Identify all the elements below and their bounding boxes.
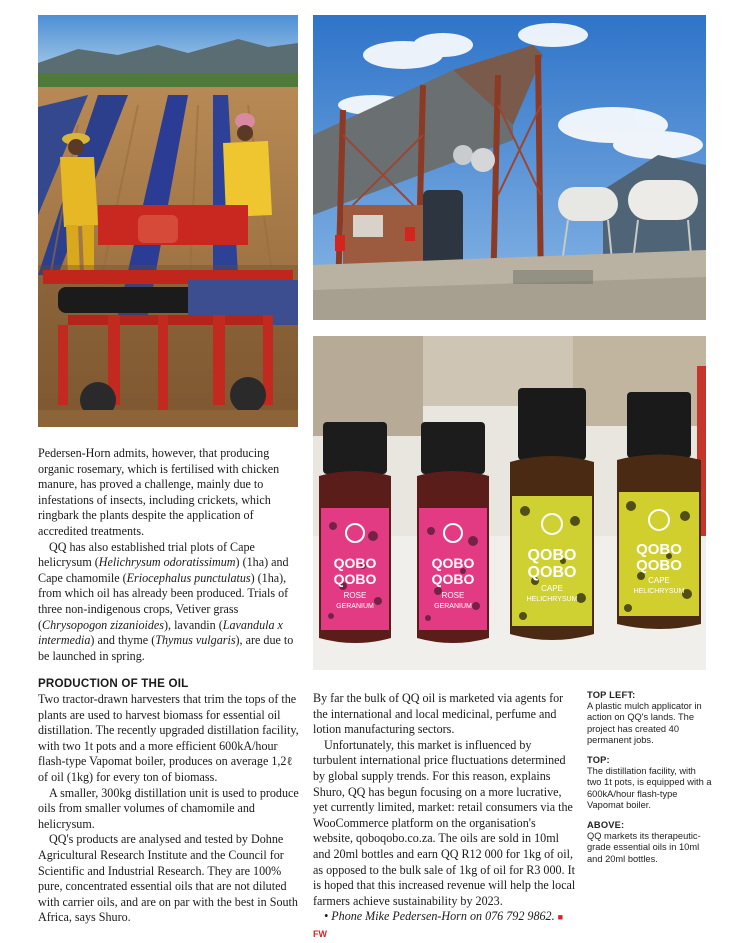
bottle-rose-geranium-1: [319, 422, 391, 643]
intro-column: [38, 446, 300, 664]
bottle-4-brand-1: QOBO: [636, 541, 682, 558]
bottle-rose-geranium-2: [417, 422, 489, 643]
bottle-2-line-2: GERANIUM: [434, 603, 472, 610]
bottle-1-brand-2: QOBO: [333, 571, 377, 587]
bottle-1-line-1: ROSE: [343, 591, 367, 600]
bottle-cape-helichrysum-1: [510, 388, 594, 640]
bottle-2-brand-2: QOBO: [431, 571, 475, 587]
production-paragraph-5: Unfortunately, this market is influenced by turbulent international price fluctuations determined by global supply trends. For this reason, explains Shuro, QQ has begun focusing on a more lucrative, yet currently limited, market: retail consumers via the WooCommerce platform on the organisation's website, qoboqobo.co.za. The oils are sold in 10ml and 20ml bottles and earn QQ R12 000 for 1kg of oil, as opposed to the bulk sale of 1kg of oil for R3 000. It is hoped that this increased revenue will help the local farmers achieve sustainability by 2023.: [313, 737, 576, 908]
bottle-3-brand-2: QOBO: [527, 564, 577, 581]
production-column-1: [38, 676, 304, 926]
caption-above: [587, 820, 712, 865]
bottle-cape-helichrysum-2: [617, 392, 701, 629]
production-paragraph-2: A smaller, 300kg distillation unit is used to produce oils from smaller volumes of chamomile and helicrysum.: [38, 785, 299, 831]
bottle-1-line-2: GERANIUM: [336, 603, 374, 610]
bottle-4-line-1: CAPE: [648, 576, 670, 585]
contact-line: • Phone Mike Pedersen-Horn on 076 792 9862. ■ FW: [313, 909, 564, 939]
photo-mulch-applicator: [38, 15, 298, 427]
bottle-2-line-1: ROSE: [441, 591, 465, 600]
photo-essential-oil-bottles: [313, 336, 706, 670]
caption-top-left-head: TOP LEFT:: [587, 690, 636, 700]
caption-top-left-text: A plastic mulch applicator in action on QQ's lands. The project has created 40 permanent jobs.: [587, 701, 702, 745]
bottle-1-brand-1: QOBO: [333, 555, 377, 571]
caption-above-text: QQ markets its therapeutic-grade essential oils in 10ml and 20ml bottles.: [587, 831, 701, 864]
caption-top-text: The distillation facility, with two 1t pots, is equipped with a 600kA/hour flash-type Vapomat boiler.: [587, 766, 712, 810]
bottle-3-line-1: CAPE: [541, 584, 563, 593]
production-paragraph-1: Two tractor-drawn harvesters that trim the tops of the plants are used to harvest biomass for essential oil distillation. The recently upgraded distillation facility, with two 1t pots and a more efficient 600kA/hour flash-type Vapomat boiler, produces on average 1,2ℓ of oil (1kg) for every ton of biomass.: [38, 692, 299, 784]
photo-distillation-facility: [313, 15, 706, 320]
section-heading: PRODUCTION OF THE OIL: [38, 677, 189, 690]
caption-top-left: [587, 690, 712, 746]
caption-above-head: ABOVE:: [587, 820, 625, 831]
production-column-2: [313, 691, 578, 943]
intro-paragraph-1: Pedersen-Horn admits, however, that producing organic rosemary, which is fertilised with chicken manure, has proved a challenge, mainly due to infestations of insects, including crickets, which ringbark the plants despite the application of accredited treatments.: [38, 446, 280, 538]
caption-top-head: TOP:: [587, 755, 610, 766]
intro-paragraph-2: QQ has also established trial plots of Cape helicrysum (Helichrysum odoratissimum) (1ha) and Cape chamomile (Eriocephalus punctulatus) (1ha), from which oil has already been produced. Trials of three non-indigenous crops, Vetiver grass (Chrysopogon zizanioides), lavandin (Lavandula x intermedia) and thyme (Thymus vulgaris), are due to be launched in spring.: [38, 539, 294, 663]
production-paragraph-3: QQ's products are analysed and tested by Dohne Agricultural Research Institute and the Council for Scientific and Industrial Research. They are 100% pure, concentrated essential oils that are not diluted with carrier oils, and are on par with the best in South Africa, says Shuro.: [38, 832, 298, 925]
bottle-2-brand-1: QOBO: [431, 555, 475, 571]
bottle-4-brand-2: QOBO: [636, 557, 682, 574]
bottle-3-brand-1: QOBO: [527, 547, 577, 564]
end-mark: ■ FW: [313, 912, 564, 939]
caption-top: [587, 755, 712, 811]
bottle-3-line-2: HELICHRYSUM: [526, 596, 578, 603]
photo-captions: [587, 690, 712, 874]
bottle-4-line-2: HELICHRYSUM: [633, 588, 685, 595]
production-paragraph-4: By far the bulk of QQ oil is marketed via agents for the international and local medicinal, perfume and lotion manufacturing sectors.: [313, 691, 564, 737]
